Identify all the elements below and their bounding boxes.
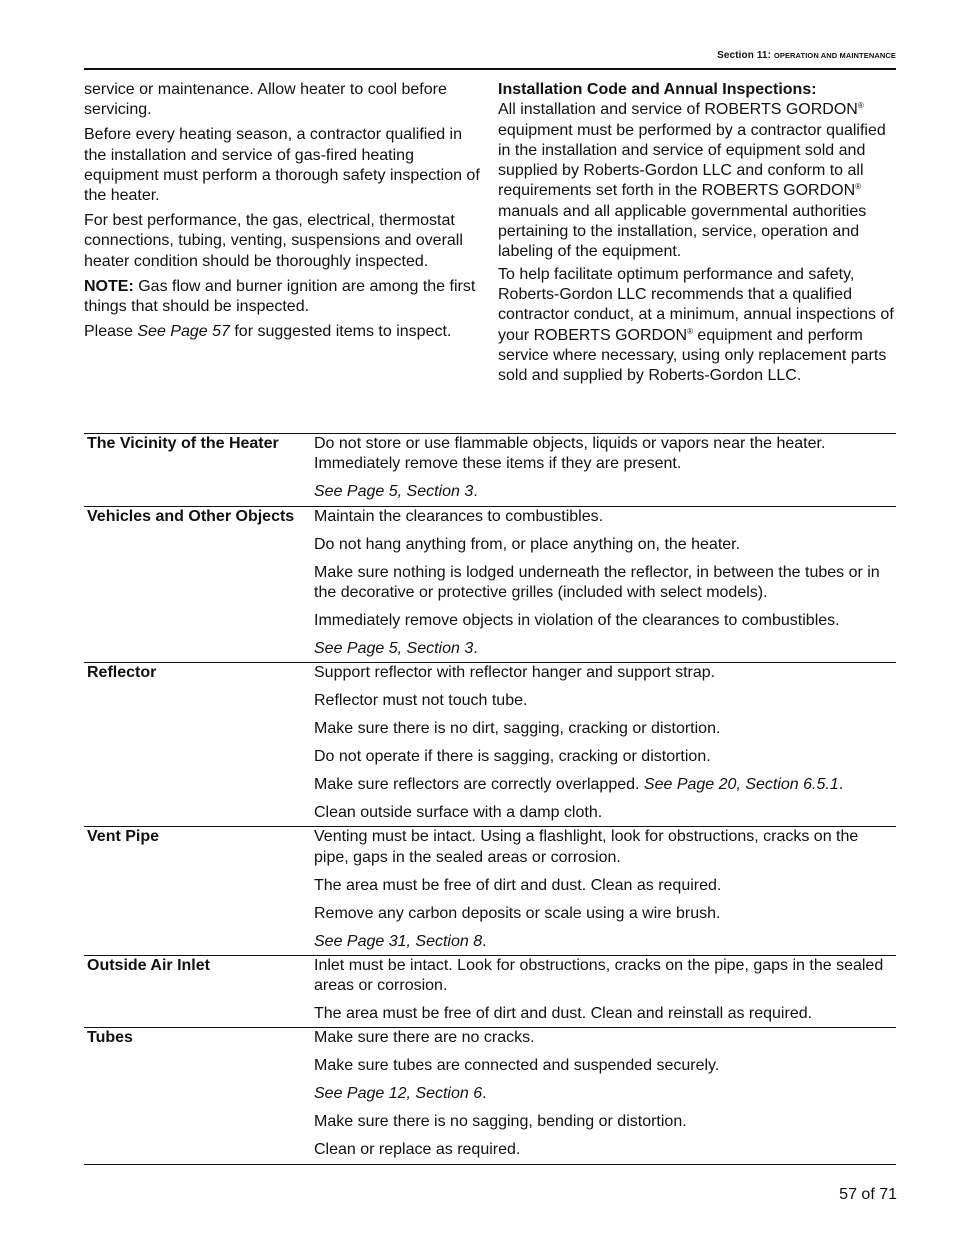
- item-text: The area must be free of dirt and dust. Clean and reinstall as required.: [314, 1005, 813, 1023]
- item-text: Make sure there is no sagging, bending or distortion.: [314, 1113, 687, 1131]
- item-text: Clean outside surface with a damp cloth.: [314, 804, 603, 822]
- table-row: [84, 955, 896, 1028]
- item-text: Do not store or use flammable objects, liquids or vapors near the heater. Immediately remove these items if they are present.: [314, 435, 826, 473]
- table-row: [84, 662, 896, 826]
- row-heading: Outside Air Inlet: [87, 956, 210, 974]
- row-items: [314, 956, 896, 1028]
- list-item: [314, 1112, 896, 1132]
- inspections-paragraph: [498, 265, 898, 387]
- row-items: [314, 434, 896, 506]
- row-heading: The Vicinity of the Heater: [87, 435, 279, 452]
- note-label: NOTE:: [84, 277, 134, 295]
- list-item: [314, 827, 896, 868]
- table-bottom-rule: [84, 1164, 896, 1165]
- section-header: [84, 50, 896, 61]
- row-items: [314, 827, 896, 955]
- please-paragraph: [84, 322, 484, 342]
- intro-paragraph: For best performance, the gas, electrical, thermostat connections, tubing, venting, suspensions and overall heater condition should be thoroughly inspected.: [84, 212, 463, 270]
- list-item: [314, 663, 896, 683]
- please-after: for suggested items to inspect.: [229, 323, 452, 341]
- list-item: [314, 904, 896, 924]
- section-title: OPERATION AND MAINTENANCE: [773, 51, 896, 60]
- page-reference: See Page 20, Section 6.5.1: [643, 776, 839, 794]
- inspections-text-a: To help facilitate optimum performance and safety, Roberts-Gordon LLC recommends that a qualified contractor conduct, at a minimum, annual inspections of your ROBERTS GORDON: [498, 265, 894, 344]
- list-item: [314, 803, 896, 823]
- row-items: [314, 507, 896, 663]
- intro-paragraph: service or maintenance. Allow heater to cool before servicing.: [84, 81, 447, 119]
- installation-text-b: equipment must be performed by a contractor qualified in the installation and service of equipment sold and supplied by Roberts-Gordon LLC and conform to all requirements set forth in the ROBERTS GORDON: [498, 121, 886, 200]
- list-item: [314, 747, 896, 767]
- page-reference: See Page 5, Section 3: [314, 483, 474, 501]
- inspections-text-b: equipment and perform service where necessary, using only replacement parts sold and supplied by Roberts-Gordon LLC.: [498, 326, 887, 385]
- item-text: Reflector must not touch tube.: [314, 692, 528, 710]
- item-text: Do not operate if there is sagging, cracking or distortion.: [314, 748, 711, 766]
- list-item: Make sure reflectors are correctly overlapped. See Page 20, Section 6.5.1.: [314, 776, 844, 794]
- page-reference: See Page 31, Section 8: [314, 932, 483, 950]
- list-item: [314, 719, 896, 739]
- item-text: Make sure reflectors are correctly overlapped.: [314, 776, 644, 794]
- intro-paragraph: Before every heating season, a contractor qualified in the installation and service of gas-fired heating equipment must perform a thorough safety inspection of the heater.: [84, 126, 480, 205]
- row-items: [314, 1028, 896, 1163]
- installation-text-a: All installation and service of ROBERTS GORDON: [498, 101, 858, 119]
- note-paragraph: [84, 277, 484, 318]
- list-item: See Page 31, Section 8.: [314, 932, 487, 950]
- item-text: Remove any carbon deposits or scale using a wire brush.: [314, 904, 721, 922]
- row-heading: Tubes: [87, 1029, 133, 1047]
- item-text: Maintain the clearances to combustibles.: [314, 507, 604, 525]
- page-number: 57 of 71: [839, 1186, 897, 1203]
- inspections-heading: Installation Code and Annual Inspections:: [498, 81, 817, 98]
- list-item: [314, 1056, 896, 1076]
- intro-right-column: [498, 80, 898, 391]
- note-text: Gas flow and burner ignition are among the first things that should be inspected.: [84, 277, 476, 316]
- list-item: [314, 691, 896, 711]
- item-text: Make sure tubes are connected and suspended securely.: [314, 1057, 720, 1075]
- page-reference: See Page 12, Section 6: [314, 1085, 483, 1103]
- table-row: [84, 1027, 896, 1163]
- row-heading: Vent Pipe: [87, 828, 160, 846]
- row-heading: Vehicles and Other Objects: [87, 507, 295, 525]
- page-reference: See Page 57: [137, 323, 230, 341]
- list-item: See Page 12, Section 6.: [314, 1085, 487, 1103]
- list-item: See Page 5, Section 3.: [314, 639, 478, 657]
- table-row: [84, 433, 896, 506]
- item-text: The area must be free of dirt and dust. Clean as required.: [314, 876, 722, 894]
- list-item: See Page 5, Section 3.: [314, 483, 478, 501]
- list-item: [314, 535, 896, 555]
- row-items: [314, 663, 896, 826]
- list-item: [314, 1028, 896, 1048]
- item-text: Support reflector with reflector hanger and support strap.: [314, 664, 716, 682]
- item-text: Immediately remove objects in violation of the clearances to combustibles.: [314, 611, 840, 629]
- list-item: [314, 876, 896, 896]
- list-item: [314, 1140, 896, 1160]
- list-item: [314, 563, 896, 604]
- intro-left-column: [84, 80, 484, 347]
- list-item: [314, 434, 896, 475]
- list-item: [314, 1004, 896, 1024]
- table-row: [84, 826, 896, 955]
- inspections-heading-paragraph: [498, 80, 898, 263]
- list-item: [314, 956, 896, 997]
- registered-mark: ®: [857, 101, 864, 111]
- list-item: [314, 507, 896, 527]
- registered-mark: ®: [687, 326, 693, 336]
- table-row: [84, 506, 896, 663]
- item-text: Make sure there are no cracks.: [314, 1029, 535, 1047]
- registered-mark: ®: [855, 182, 862, 192]
- page-reference: See Page 5, Section 3: [314, 639, 474, 657]
- item-text: Clean or replace as required.: [314, 1141, 521, 1159]
- item-text: Venting must be intact. Using a flashlight, look for obstructions, cracks on the pipe, gaps in the sealed areas or corrosion.: [314, 828, 859, 866]
- inspection-table: [84, 433, 896, 1165]
- section-prefix: Section 11:: [717, 50, 774, 61]
- header-rule: [84, 68, 896, 70]
- item-text: Inlet must be intact. Look for obstructions, cracks on the pipe, gaps in the sealed areas or corrosion.: [314, 956, 884, 995]
- item-text: Make sure there is no dirt, sagging, cracking or distortion.: [314, 720, 721, 738]
- row-heading: Reflector: [87, 664, 157, 682]
- installation-text-c: manuals and all applicable governmental authorities pertaining to the installation, service, operation and labeling of the equipment.: [498, 202, 867, 261]
- item-text: Make sure nothing is lodged underneath the reflector, in between the tubes or in the decorative or protective grilles (included with select models).: [314, 563, 880, 601]
- item-text: Do not hang anything from, or place anything on, the heater.: [314, 535, 741, 553]
- please-before: Please: [84, 323, 138, 341]
- list-item: [314, 611, 896, 631]
